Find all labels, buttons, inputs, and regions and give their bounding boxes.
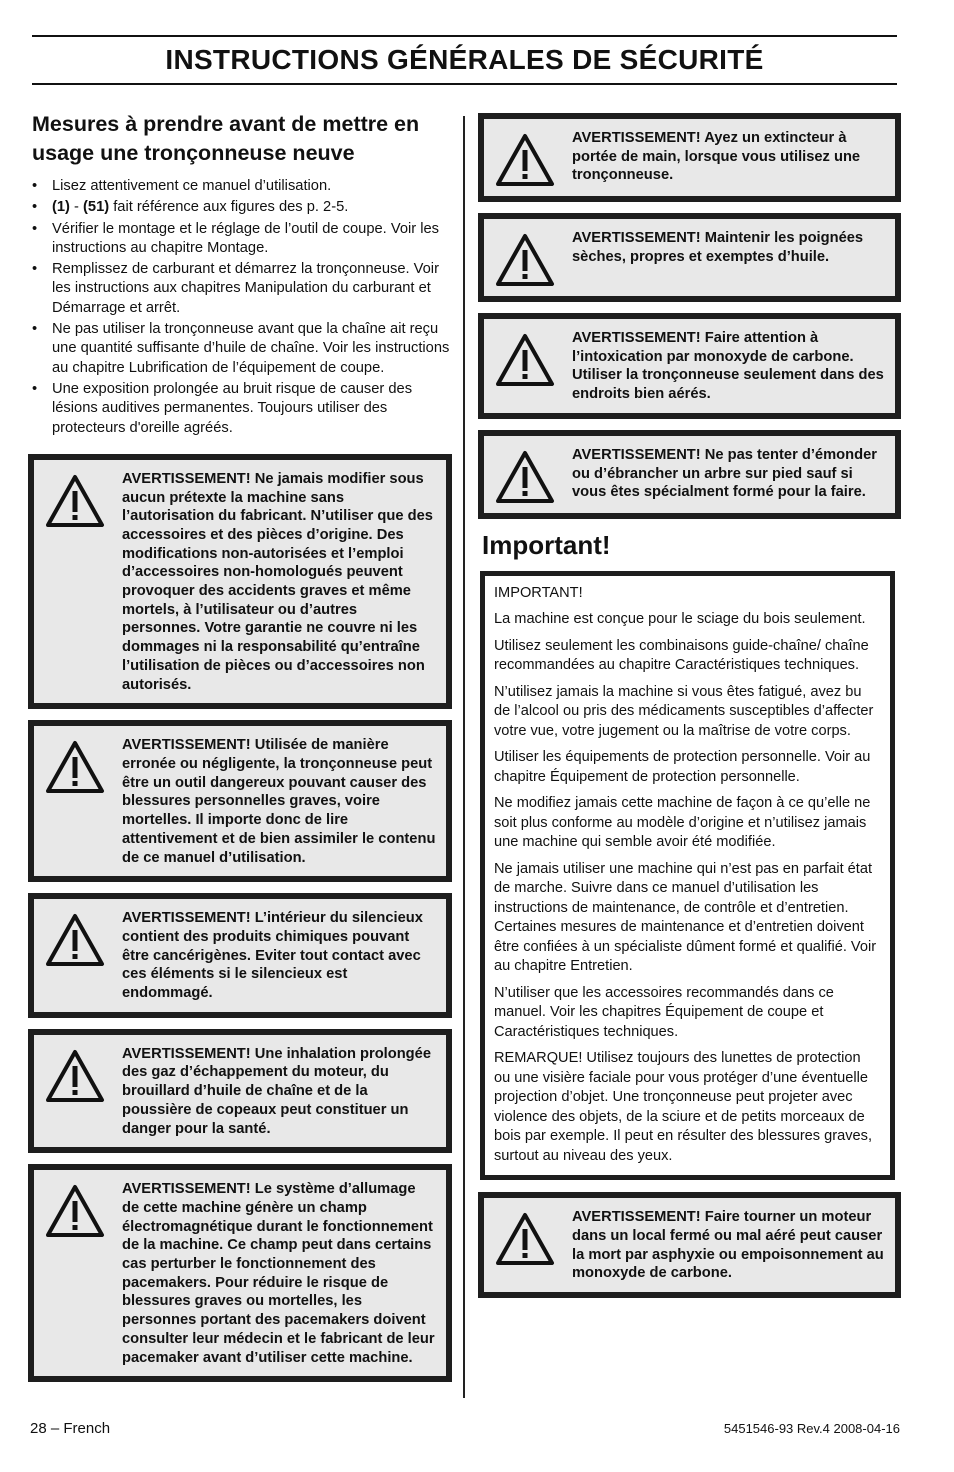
list-item bbox=[28, 198, 452, 217]
warning-box bbox=[478, 430, 901, 519]
important-paragraph: IMPORTANT! bbox=[494, 584, 583, 601]
warning-box bbox=[478, 113, 901, 202]
list-item-text: Ne pas utiliser la tronçonneuse avant que la chaîne ait reçu une quantité suffisante d’huile de chaîne. Voir les instructions au chapitre Lubrification de l’équipement de coupe. bbox=[52, 321, 450, 376]
left-column bbox=[28, 110, 452, 1393]
page-title-bar bbox=[32, 35, 897, 85]
warning-text: AVERTISSEMENT! Une inhalation prolongée des gaz d’échappement du moteur, du brouillard d’huile de chaîne et de la poussière de copeaux peut constituer un danger pour la santé. bbox=[122, 1045, 431, 1137]
warning-triangle-icon bbox=[492, 329, 558, 387]
list-item-text: Une exposition prolongée au bruit risque de causer des lésions auditives permanentes. Toujours utiliser des protecteurs d'oreille agréés. bbox=[52, 380, 413, 436]
important-heading: Important! bbox=[482, 529, 611, 560]
warning-triangle-icon bbox=[42, 909, 108, 967]
warning-box bbox=[28, 1164, 452, 1382]
warning-box bbox=[28, 1029, 452, 1154]
bullet: • bbox=[32, 261, 38, 278]
important-paragraph: REMARQUE! Utilisez toujours des lunettes de protection ou une visière faciale pour vous protéger d’une éventuelle projection d’objet. Une tronçonneuse peut projeter avec violence des objets, de la sciure et de petits morceaux de bois par exemple. Il peut en résulter des blessures graves, surtout au niveau des yeux. bbox=[494, 1050, 873, 1164]
important-paragraph: Ne modifiez jamais cette machine de façon à ce qu’elle ne soit plus conforme au modèle d’origine et n’utilisez jamais une machine qui semble avoir été modifiée. bbox=[494, 795, 871, 851]
warning-text: AVERTISSEMENT! Ne pas tenter d’émonder ou d’ébrancher un arbre sur pied sauf si vous êtes spécialment formé pour la faire. bbox=[572, 446, 877, 501]
list-item bbox=[28, 220, 452, 259]
warning-box bbox=[478, 213, 901, 302]
warning-box bbox=[28, 893, 452, 1018]
warning-triangle-icon bbox=[42, 1180, 108, 1238]
warning-text: AVERTISSEMENT! Ayez un extincteur à portée de main, lorsque vous utilisez une tronçonneuse. bbox=[572, 130, 861, 184]
warning-triangle-icon bbox=[42, 470, 108, 528]
warning-box bbox=[28, 720, 452, 882]
warning-text: AVERTISSEMENT! Faire tourner un moteur dans un local fermé ou mal aéré peut causer la mort par asphyxie ou empoisonnement au monoxyde de carbone. bbox=[572, 1209, 884, 1282]
warning-text: AVERTISSEMENT! Ne jamais modifier sous aucun prétexte la machine sans l’autorisation du fabricant. N’utiliser que des accessoires et des pièces d’origine. Des modifications non-autorisées et l’emploi d’accessoires non-homologués peuvent provoquer des accidents graves et même mortels, à l’utilisateur ou d’autres personnes. Votre garantie ne couvre ni les dommages ni la responsabilité qu’entraîne l’utilisation de pièces ou d’accessoires non autorisés. bbox=[122, 470, 433, 693]
warning-box bbox=[478, 313, 901, 419]
bullet: • bbox=[32, 220, 38, 237]
important-paragraph: Utiliser les équipements de protection personnelle. Voir au chapitre Équipement de protection personnelle. bbox=[494, 749, 871, 785]
bullet: • bbox=[32, 178, 38, 194]
document-reference: 5451546-93 Rev.4 2008-04-16 bbox=[723, 1421, 900, 1436]
warning-triangle-icon bbox=[492, 446, 558, 504]
important-paragraph: N’utiliser que les accessoires recommandés dans ce manuel. Voir les chapitres Équipement de coupe et Caractéristiques techniques. bbox=[494, 984, 834, 1040]
list-item bbox=[28, 380, 452, 438]
warning-box bbox=[28, 454, 452, 709]
bullet: • bbox=[32, 199, 38, 216]
warning-text: AVERTISSEMENT! Maintenir les poignées sèches, propres et exemptes d’huile. bbox=[572, 230, 864, 265]
figure-ref-start: (1) bbox=[52, 199, 70, 216]
warning-triangle-icon bbox=[492, 129, 558, 187]
warning-triangle-icon bbox=[42, 736, 108, 794]
important-paragraph: Ne jamais utiliser une machine qui n’est pas en parfait état de marche. Suivre dans ce manuel d’utilisation les instructions de maintenance, de contrôle et d’entretien. Certaines mesures de maintenance et d’entretien doivent être confiées à un spécialiste dûment formé et qualifié. Voir au chapitre Entretien. bbox=[494, 860, 877, 975]
instruction-list bbox=[28, 177, 452, 438]
warning-text: AVERTISSEMENT! Faire attention à l’intoxication par monoxyde de carbone. Utiliser la tronçonneuse seulement dans des endroits bien aérés. bbox=[572, 330, 884, 403]
figure-ref-end: (51) bbox=[83, 199, 110, 216]
important-paragraph: La machine est conçue pour le sciage du bois seulement. bbox=[494, 611, 866, 628]
warning-triangle-icon bbox=[42, 1045, 108, 1103]
page-title: INSTRUCTIONS GÉNÉRALES DE SÉCURITÉ bbox=[165, 44, 764, 75]
warning-text: AVERTISSEMENT! Le système d’allumage de cette machine génère un champ électromagnétique durant le fonctionnement de la machine. Ce champ peut dans certains cas perturber le fonctionnement des pacemakers. Pour réduire le risque de blessures graves ou mortelles, les personnes portant des pacemakers doivent consulter leur médecin et le fabricant de leur pacemaker avant d’utiliser cette machine. bbox=[122, 1181, 435, 1366]
warning-text: AVERTISSEMENT! L’intérieur du silencieux contient des produits chimiques pouvant être cancérigènes. Eviter tout contact avec ces éléments si le silencieux est endommagé. bbox=[122, 910, 423, 1002]
list-item-text: Lisez attentivement ce manuel d’utilisation. bbox=[52, 178, 332, 194]
warning-box bbox=[478, 1192, 901, 1298]
list-item-text: Vérifier le montage et le réglage de l’outil de coupe. Voir les instructions au chapitre Montage. bbox=[52, 220, 440, 256]
list-item bbox=[28, 320, 452, 378]
right-column bbox=[478, 113, 901, 1309]
list-item bbox=[28, 260, 452, 318]
bullet: • bbox=[32, 380, 38, 397]
important-box bbox=[480, 571, 895, 1181]
figure-ref-dash: - bbox=[69, 199, 84, 216]
important-paragraph: N’utilisez jamais la machine si vous êtes fatigué, avez bu de l’alcool ou pris des médicaments susceptibles d’affecter votre vue, votre jugement ou la maîtrise de votre corps. bbox=[494, 683, 874, 739]
warning-triangle-icon bbox=[492, 229, 558, 287]
list-item-text: fait référence aux figures des p. 2-5. bbox=[109, 199, 349, 216]
important-paragraph: Utilisez seulement les combinaisons guide-chaîne/ chaîne recommandées au chapitre Caractéristiques techniques. bbox=[494, 637, 869, 674]
bullet: • bbox=[32, 321, 38, 338]
warning-triangle-icon bbox=[492, 1208, 558, 1266]
warning-text: AVERTISSEMENT! Utilisée de manière erronée ou négligente, la tronçonneuse peut être un outil dangereux pouvant causer des blessures personnelles graves, voire mortelles. Il importe donc de lire attentivement et de bien assimiler le contenu de ce manuel d’utilisation. bbox=[122, 737, 436, 866]
list-item-text: Remplissez de carburant et démarrez la tronçonneuse. Voir les instructions aux chapitres Manipulation du carburant et Démarrage et arrêt. bbox=[52, 261, 439, 316]
section-heading: Mesures à prendre avant de mettre en usage une tronçonneuse neuve bbox=[32, 112, 420, 165]
page-number: 28 – French bbox=[30, 1420, 111, 1437]
column-divider bbox=[463, 116, 465, 1398]
list-item bbox=[28, 177, 452, 196]
